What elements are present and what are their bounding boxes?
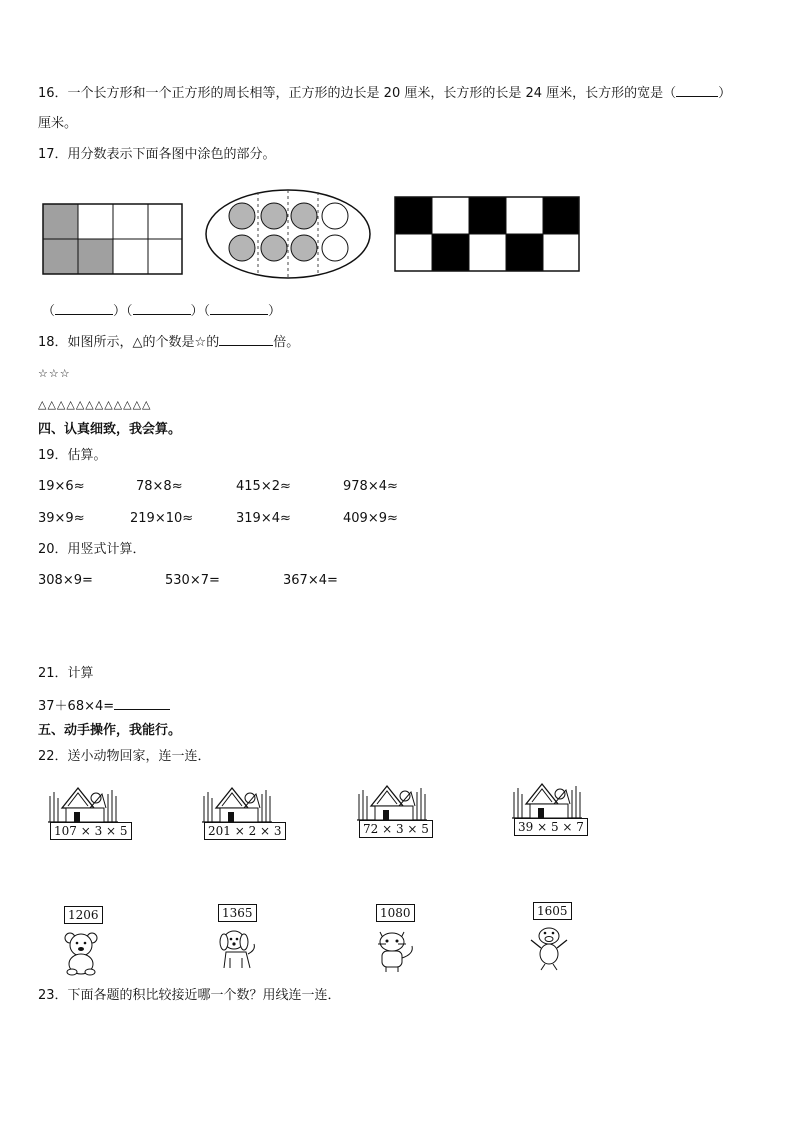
q19-item: 19×6≈: [38, 479, 85, 494]
q20-item: 530×7=: [165, 573, 220, 588]
q16-answer-blank[interactable]: [676, 84, 718, 97]
q19-text: 19．估算。: [38, 448, 107, 463]
q22-text: 22．送小动物回家，连一连．: [38, 749, 211, 764]
q20-item: 367×4=: [283, 573, 338, 588]
cat-icon: [370, 924, 420, 974]
animal-bear[interactable]: [58, 906, 118, 981]
q19-item: 978×4≈: [343, 479, 398, 494]
dog-icon: [212, 924, 262, 974]
house-3[interactable]: [355, 780, 435, 840]
q19-item: 39×9≈: [38, 511, 85, 526]
house-icon: [355, 780, 429, 822]
house-label: 39 × 5 × 7: [514, 818, 588, 836]
house-label: 72 × 3 × 5: [359, 820, 433, 838]
q17-blank-2[interactable]: [133, 302, 191, 315]
section-4-heading: 四、认真细致，我会算。: [38, 422, 182, 437]
q18-answer-blank[interactable]: [219, 333, 273, 346]
q19-item: 415×2≈: [236, 479, 291, 494]
section-5-heading: 五、动手操作，我能行。: [38, 723, 182, 738]
house-label: 201 × 2 × 3: [204, 822, 286, 840]
animal-pig[interactable]: [527, 902, 587, 977]
q18-triangles: △△△△△△△△△△△△: [38, 398, 152, 411]
house-icon: [46, 782, 120, 824]
house-4[interactable]: [510, 778, 590, 838]
q16-line2: 厘米。: [38, 116, 78, 131]
q19-item: 219×10≈: [130, 511, 194, 526]
animal-sign: 1605: [533, 902, 572, 920]
q19-item: 319×4≈: [236, 511, 291, 526]
q17-figure-grid: [42, 203, 184, 275]
animal-sign: 1206: [64, 906, 103, 924]
q18-text: 18．如图所示，△的个数是☆的 倍。: [38, 335, 300, 350]
animal-dog[interactable]: [212, 904, 272, 979]
q17-blank-3[interactable]: [210, 302, 268, 315]
q21-expression: 37＋68×4=: [38, 697, 170, 715]
q20-text: 20．用竖式计算．: [38, 542, 146, 557]
q20-item: 308×9=: [38, 573, 93, 588]
q21-answer-blank[interactable]: [114, 697, 170, 710]
q17-text: 17．用分数表示下面各图中涂色的部分。: [38, 147, 276, 162]
q17-figure-checkerboard: [394, 196, 580, 272]
house-icon: [510, 778, 584, 820]
bear-icon: [58, 926, 108, 976]
pig-icon: [527, 922, 577, 972]
q17-answers: （ ）（ ）（ ）: [42, 304, 282, 319]
animal-cat[interactable]: [370, 904, 430, 979]
animal-sign: 1080: [376, 904, 415, 922]
q16-line1: 16．一个长方形和一个正方形的周长相等，正方形的边长是 20 厘米，长方形的长是 24 厘米，长方形的宽是（ ）: [38, 86, 732, 101]
q19-item: 409×9≈: [343, 511, 398, 526]
animal-sign: 1365: [218, 904, 257, 922]
q18-stars: ☆☆☆: [38, 367, 71, 380]
q17-blank-1[interactable]: [55, 302, 113, 315]
house-label: 107 × 3 × 5: [50, 822, 132, 840]
q19-item: 78×8≈: [136, 479, 183, 494]
house-1[interactable]: [46, 782, 126, 842]
q21-text: 21．计算: [38, 666, 94, 681]
house-icon: [200, 782, 274, 824]
q23-text: 23．下面各题的积比较接近哪一个数？用线连一连．: [38, 988, 341, 1003]
q17-figure-circles: [204, 188, 372, 280]
house-2[interactable]: [200, 782, 280, 842]
